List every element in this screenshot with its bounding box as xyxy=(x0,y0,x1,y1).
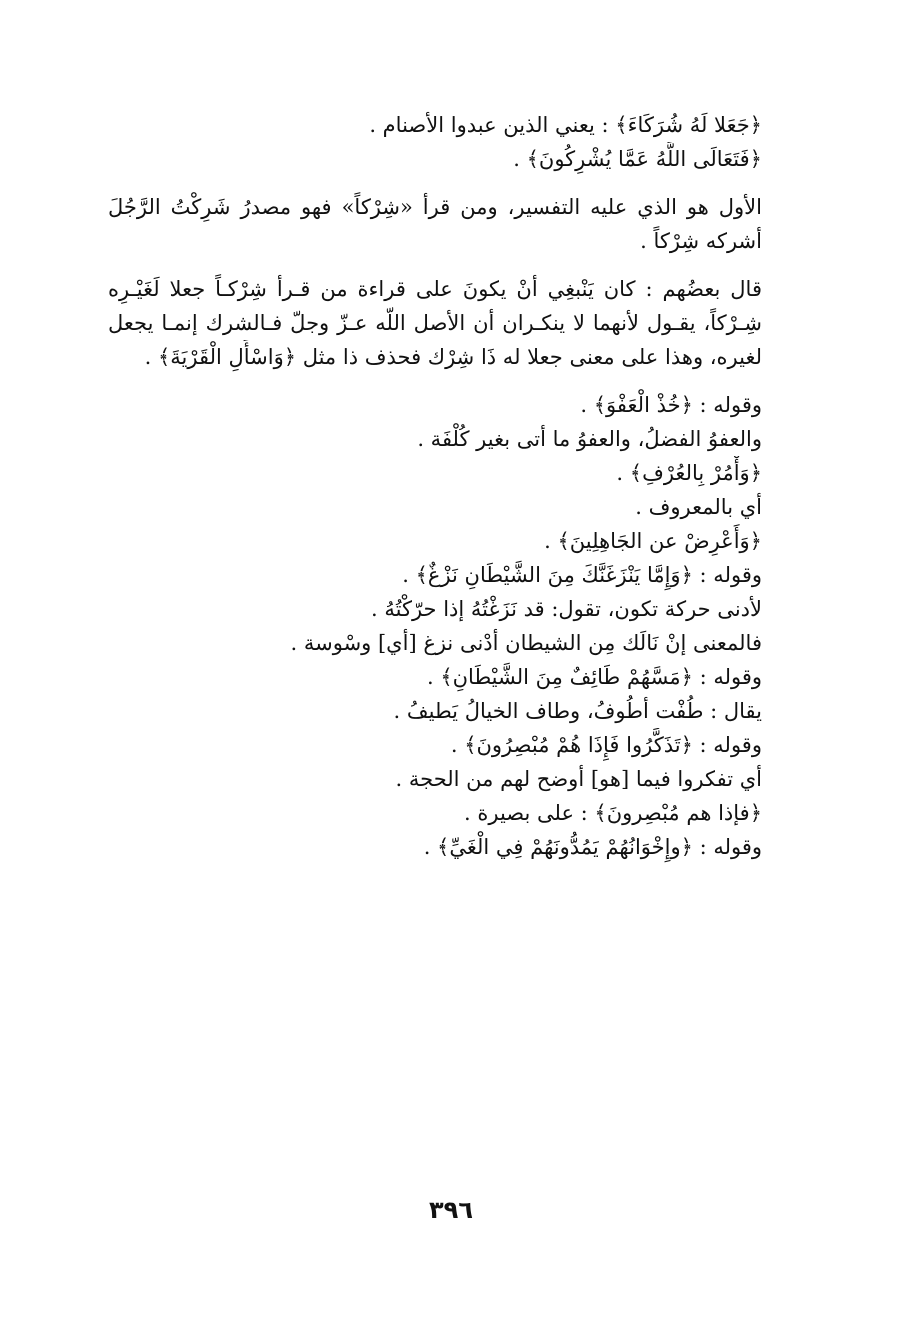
text-line: وقوله : ﴿خُذْ الْعَفْوَ﴾ . xyxy=(580,393,762,417)
text-line: لأدنى حركة تكون، تقول: قد نَزَغْتُهُ إذا حرّكْتُهُ . xyxy=(371,597,762,621)
page-number: ٣٩٦ xyxy=(429,1196,473,1224)
text-line: وقوله : ﴿تَذَكَّرُوا فَإِذَا هُمْ مُبْصِرُونَ﴾ . xyxy=(450,733,762,757)
text-line: ﴿جَعَلا لَهُ شُرَكَاءَ﴾ : يعني الذين عبدوا الأصنام . xyxy=(369,113,762,137)
text-line: ﴿وَأْمُرْ بِالعُرْفِ﴾ . xyxy=(616,461,762,485)
text-line: وقوله : ﴿مَسَّهُمْ طَائِفٌ مِنَ الشَّيْطَانِ﴾ . xyxy=(426,665,762,689)
text-line: والعفوُ الفضلُ، والعفوُ ما أتى بغير كُلْفَة . xyxy=(417,427,762,451)
text-line: قال بعضُهم : كان يَنْبغِي أنْ يكونَ على قراءة من قـرأ شِرْكـاً جعلا لَغَيْـرِه xyxy=(108,277,762,301)
text-line: ﴿فَتَعَالَى اللَّهُ عَمَّا يُشْرِكُونَ﴾ . xyxy=(513,147,762,171)
text-line: يقال : طُفْت أطُوفُ، وطاف الخيالُ يَطيفُ . xyxy=(393,699,762,723)
page-body xyxy=(108,108,762,864)
text-line: شِـرْكاً، يقـول لأنهما لا ينكـران أن الأصل اللّه عـزّ وجلّ فـالشرك إنمـا يجعل xyxy=(108,311,762,335)
text-line: أي بالمعروف . xyxy=(635,495,762,519)
text-line: أشركه شِرْكاً . xyxy=(640,229,762,253)
text-line: الأول هو الذي عليه التفسير، ومن قرأ «شِرْكاً» فهو مصدرُ شَرِكْتُ الرَّجُلَ xyxy=(108,195,762,219)
text-line: أي تفكروا فيما [هو] أوضح لهم من الحجة . xyxy=(395,767,762,791)
text-line: لغيره، وهذا على معنى جعلا له ذَا شِرْك فحذف ذا مثل ﴿وَاسْأَلِ الْقَرْيَةَ﴾ . xyxy=(144,345,762,369)
text-line: ﴿فإذا هم مُبْصِرونَ﴾ : على بصيرة . xyxy=(464,801,762,825)
text-line: ﴿وَأَعْرِضْ عن الجَاهِلِينَ﴾ . xyxy=(544,529,762,553)
text-line: وقوله : ﴿وإِخْوَانُهُمْ يَمُدُّونَهُمْ فِي الْغَيِّ﴾ . xyxy=(423,835,762,859)
text-line: وقوله : ﴿وَإِمَّا يَنْزَغَنَّكَ مِنَ الشَّيْطَانِ نَزْغٌ﴾ . xyxy=(402,563,762,587)
text-line: فالمعنى إنْ نَالَك مِن الشيطان أدْنى نزغ [أي] وسْوسة . xyxy=(290,631,762,655)
